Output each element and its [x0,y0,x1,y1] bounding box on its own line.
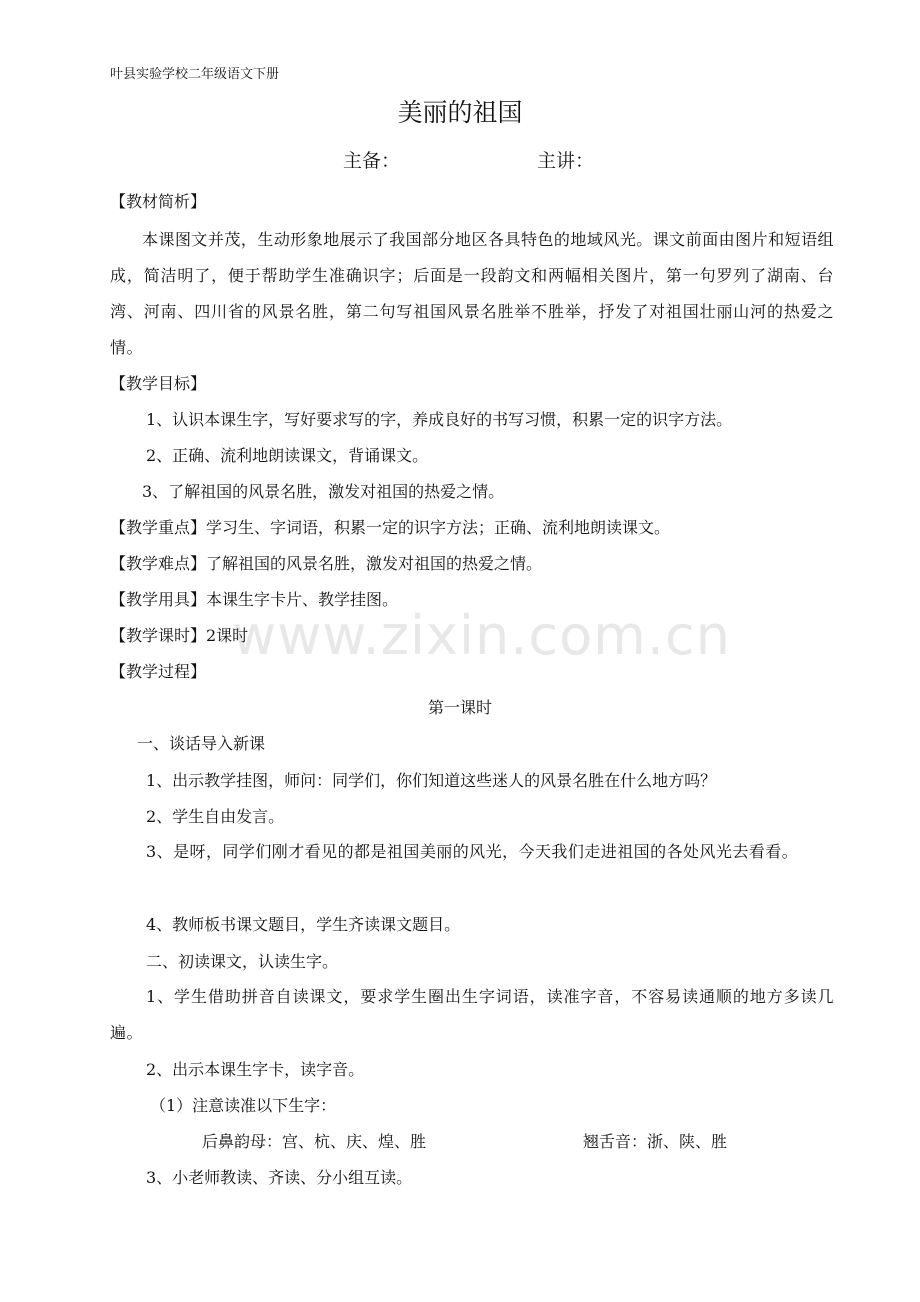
header-note: 叶县实验学校二年级语文下册 [110,67,280,82]
analysis-paragraph: 本课图文并茂，生动形象地展示了我国部分地区各具特色的地域风光。课文前面由图片和短语组成，简洁明了，便于帮助学生准确识字；后面是一段韵文和两幅相关图片，第一句罗列了湖南、台湾、河南、四川省的风景名胜，第二句写祖国风景名胜举不胜举，抒发了对祖国壮丽山河的热爱之情。 [110,230,834,357]
list-item: 3、是呀，同学们刚才看见的都是祖国美丽的风光，今天我们走进祖国的各处风光去看看。 [146,842,799,861]
section-title: 一、谈话导入新课 [137,734,266,753]
phonics-group-retroflex: 翘舌音：浙、陕、胜 [583,1132,728,1151]
goal-item: 3、了解祖国的风景名胜，激发对祖国的热爱之情。 [142,482,505,501]
lesson-title: 第一课时 [427,698,492,717]
teaching-tools: 【教学用具】本课生字卡片、教学挂图。 [110,590,399,609]
section-title: 二、初读课文，认读生字。 [146,952,339,971]
teaching-hours: 【教学课时】2课时 [110,626,249,645]
page-title: 美丽的祖国 [397,98,523,127]
goal-item: 2、正确、流利地朗读课文，背诵课文。 [146,446,429,465]
list-item: 2、学生自由发言。 [146,807,285,826]
list-item: 4、教师板书课文题目，学生齐读课文题目。 [146,915,461,934]
goal-item: 1、认识本课生字，写好要求写的字，养成良好的书写习惯，积累一定的识字方法。 [146,410,733,429]
preparer-label: 主备： [343,150,401,172]
watermark: www.zixin.com.cn [232,604,731,667]
list-item: 1、出示教学挂图，师问：同学们，你们知道这些迷人的风景名胜在什么地方吗？ [146,771,717,790]
lecturer-label: 主讲： [537,150,595,172]
phonics-group-back-nasal: 后鼻韵母：宫、杭、庆、煌、胜 [202,1132,427,1151]
key-points: 【教学重点】学习生、字词语，积累一定的识字方法；正确、流利地朗读课文。 [110,518,671,537]
goals-heading: 【教学目标】 [110,374,207,393]
difficulties: 【教学难点】了解祖国的风景名胜，激发对祖国的热爱之情。 [110,554,543,573]
process-heading: 【教学过程】 [110,662,207,681]
analysis-heading: 【教材简析】 [110,192,207,211]
list-item: 1、学生借助拼音自读课文，要求学生圈出生字词语，读准字音，不容易读通顺的地方多读几遍。 [110,987,834,1042]
sub-item: （1）注意读准以下生字： [150,1096,337,1115]
list-item: 2、出示本课生字卡，读字音。 [146,1060,365,1079]
list-item: 3、小老师教读、齐读、分小组互读。 [146,1168,413,1187]
